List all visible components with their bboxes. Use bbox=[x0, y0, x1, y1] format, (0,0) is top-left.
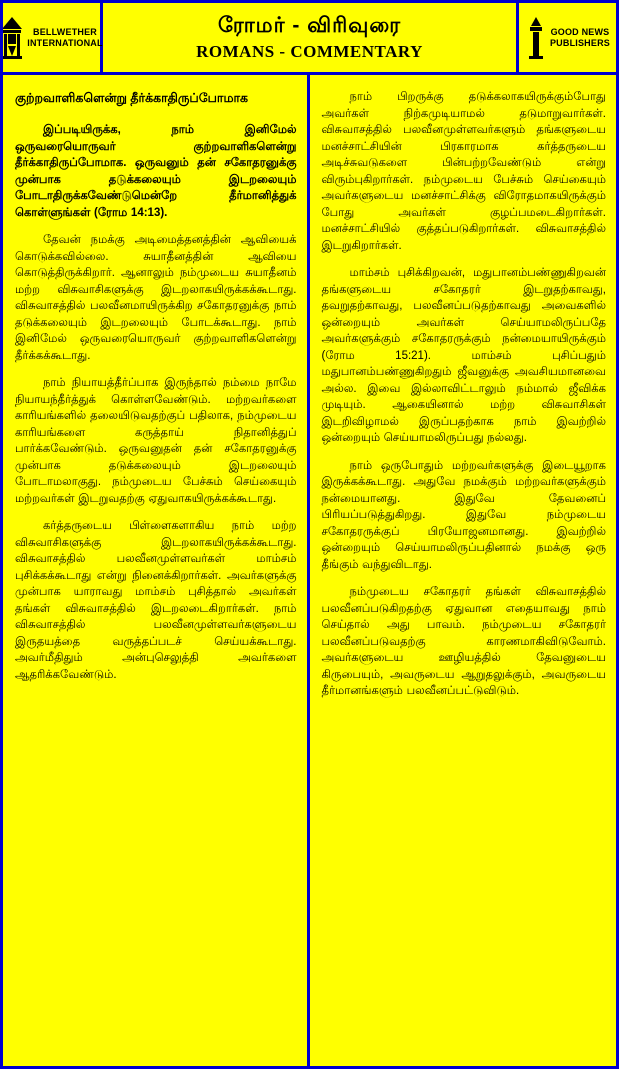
bell-tower-icon bbox=[0, 17, 24, 59]
left-logo-line2: INTERNATIONAL bbox=[27, 37, 103, 48]
paragraph: நாம் நியாயத்தீர்ப்பாக இருந்தால் நம்மை நாமே நியாயந்தீர்த்துக் கொள்ளவேண்டும். மற்றவர்களை காரியங்களில் தலையிடுவதற்குப் பதிலாக, நம்முடைய காரியங்களை கருத்தாய் நிதானித்துப் பார்க்கவேண்டும். ஒருவனுதன் தன் சகோதரனுக்கு முன்பாக தடுக்கலையும் இடறலையும் போடாமலாகுது. நம்முடைய பேச்சும் செய்கையும் மற்றவர்கள் இடறுவதற்கு ஏதுவாகயிருக்கக்கூடாது. bbox=[15, 377, 297, 505]
right-column bbox=[310, 75, 617, 1066]
left-logo-text bbox=[27, 27, 102, 49]
section-heading: குற்றவாளிகளென்று தீர்க்காதிருப்போமாக bbox=[15, 91, 249, 105]
paragraph: நாம் பிறருக்கு தடுக்கலாகயிருக்கும்போது அவர்கள் நிற்கமுடியாமல் தடுமாறுவார்கள். விசுவாசத்தில் பலவீனமுள்ளவர்களும் தங்களுடைய மனச்சாட்சியின் பிரகாரமாக கர்த்தருடைய அடிச்சுவடுகளை பின்பற்றவேண்டும் என்று விரும்புகிறார்கள். நம்முடைய பேச்சும் செய்கையும் அவர்களுடைய மனச்சாட்சிக்கு விரோதமாகயிருக்கும் போது அவர்கள் குழப்பமடைகிறார்கள். மனச்சாட்சியில் குத்தப்படுகிறார்கள். விசுவாசத்தில் இடறுகிறார்கள். bbox=[321, 91, 606, 252]
page-header bbox=[3, 3, 616, 75]
paragraph: தேவன் நமக்கு அடிமைத்தனத்தின் ஆவியைக் கொடுக்கவில்லை. சுயாதீனத்தின் ஆவியை கொடுத்திருக்கிறார். ஆனாலும் நம்முடைய சுயாதீனம் மற்ற விசுவாசிகளுக்கு இடறலாகயிருக்கக்கூடாது. விசுவாசத்தில் பலவீனமாயிருக்கிற சகோதரனுக்கு நாம் தடுக்கலையும் இடறலையும் போடக்கூடாது. நாம் இனிமேல் ஒருவரையொருவர் குற்றவாளிகளென்று தீர்க்கக்கூடாது. bbox=[15, 234, 297, 362]
right-logo-text bbox=[550, 27, 610, 49]
right-logo-line1: GOOD NEWS bbox=[550, 26, 610, 37]
page-title-english: ROMANS - COMMENTARY bbox=[196, 41, 423, 61]
torch-icon bbox=[525, 17, 547, 59]
paragraph: கர்த்தருடைய பிள்ளைகளாகிய நாம் மற்ற விசுவாசிகளுக்கு இடறலாகயிருக்கக்கூடாது. விசுவாசத்தில் பலவீனமுள்ளவர்கள் மாம்சம் புசிக்கக்கூடாது என்று நினைக்கிறார்கள். அவர்களுக்கு முன்பாக யாராவது மாம்சம் புசித்தால் அவர்கள் தங்கள் விசுவாசத்தில் இடறலடைகிறார்கள். நாம் விசுவாசத்தில் பலவீனமுள்ளவர்களுடைய இருதயத்தை வருத்தப்படச் செய்யக்கூடாது. அவர்மீதிதும் அன்புசெலுத்தி அவர்களை ஆதரிக்கவேண்டும். bbox=[15, 520, 297, 681]
paragraph: இப்படியிருக்க, நாம் இனிமேல் ஒருவரையொருவர் குற்றவாளிகளென்று தீர்க்காதிருப்போமாக. ஒருவனும் தன் சகோதரனுக்கு முன்பாக தடுக்கலையும் இடறலையும் போடாதிருக்கவேண்டுமென்றே தீர்மானித்துக் கொள்ளுங்கள் (ரோம 14:13). bbox=[15, 124, 297, 219]
title-box bbox=[103, 3, 516, 72]
paragraph: மாம்சம் புசிக்கிறவன், மதுபானம்பண்ணுகிறவன் தங்களுடைய சகோதரர் இடறுதற்காவது, தவறுதற்காவது, பலவீனப்படுதற்காவது அவைகளில் ஒன்றையும் அவர்கள் செய்யாமலிருப்பதே அவர்களுக்கும் சகோதரருக்கும் நன்மையாயிருக்கும் (ரோம 15:21). மாம்சம் புசிப்பதும் மதுபானம்பண்ணுகிறதும் ஜீவனுக்கு அவசியமானவை அல்ல. இவை இல்லாவிட்டாலும் நம்மால் ஜீவிக்க முடியும். ஆகையினால் மற்ற விசுவாசிகள் இடறிவிழாமல் இருப்பதற்காக நாம் இவற்றில் ஒன்றையும் செய்யாமலிருப்பது நல்லது. bbox=[321, 267, 606, 444]
right-logo-box bbox=[516, 3, 616, 72]
left-logo-line1: BELLWETHER bbox=[33, 26, 97, 37]
left-logo-box bbox=[3, 3, 103, 72]
paragraph: நாம் ஒருபோதும் மற்றவர்களுக்கு இடையூறாக இருக்கக்கூடாது. அதுவே நமக்கும் மற்றவர்களுக்கும் நன்மையானது. இதுவே தேவனைப் பிரியப்படுத்துகிறது. இதுவே நம்முடைய சகோதரருக்குப் பிரயோஜனமானது. இவற்றில் ஒன்றையும் செய்யாமலிருப்பதினால் நமக்கு ஒரு தீங்கும் வந்துவிடாது. bbox=[321, 459, 606, 571]
page-body bbox=[3, 75, 616, 1066]
left-column bbox=[3, 75, 310, 1066]
right-logo-line2: PUBLISHERS bbox=[549, 37, 610, 48]
paragraph: நம்முடைய சகோதரர் தங்கள் விசுவாசத்தில் பலவீனப்படுகிறதற்கு ஏதுவான எதையாவது நாம் செய்தால் அது பாவம். நம்முடைய சகோதரர் பலவீனப்படுவதற்கு காரணமாகிவிடுவோம். அவர்களுடைய ஊழியத்தில் தேவனுடைய கிருபையும், அவருடைய ஆறுதலுக்கும், அவருடைய தீர்மானங்களும் பலவீனப்பட்டுவிடும். bbox=[321, 586, 606, 697]
page-title-tamil: ரோமர் - விரிவுரை bbox=[217, 13, 402, 37]
